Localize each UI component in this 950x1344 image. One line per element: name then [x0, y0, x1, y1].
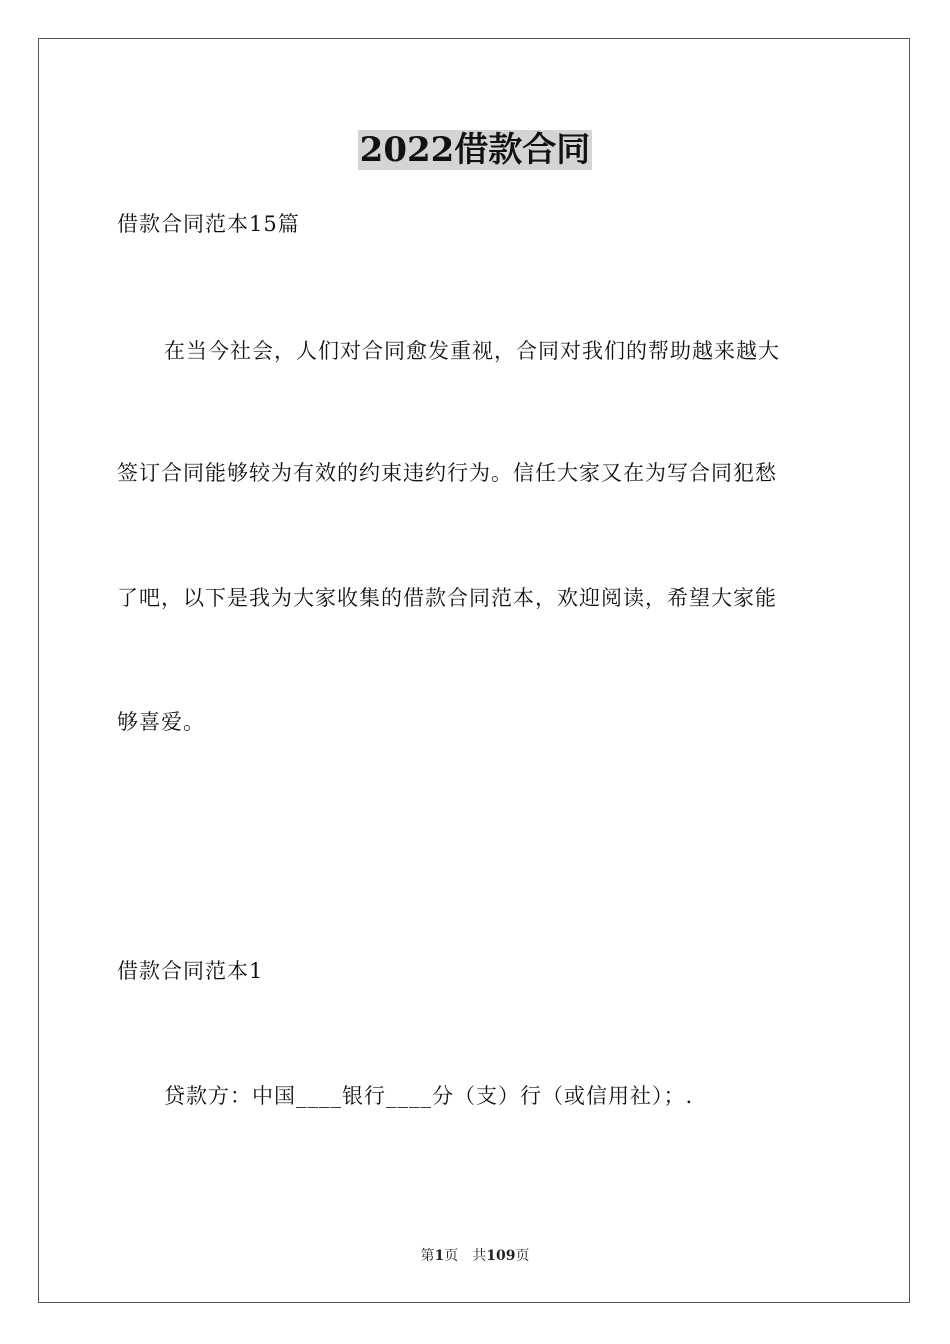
page-footer	[0, 1246, 950, 1266]
document-subtitle: 借款合同范本15篇	[117, 212, 300, 236]
footer-page-prefix: 第	[420, 1248, 435, 1264]
document-title-text: 2022借款合同	[359, 130, 591, 170]
section-heading: 借款合同范本1	[117, 959, 264, 983]
document-title	[0, 128, 950, 172]
intro-paragraph-line-3: 了吧，以下是我为大家收集的借款合同范本，欢迎阅读，希望大家能	[117, 586, 777, 610]
footer-total-suffix: 页	[515, 1248, 530, 1264]
intro-paragraph-line-4: 够喜爱。	[117, 710, 205, 734]
footer-total-prefix: 共	[472, 1248, 487, 1264]
intro-paragraph-line-1: 在当今社会，人们对合同愈发重视，合同对我们的帮助越来越大	[164, 339, 780, 363]
lender-line: 贷款方：中国____银行____分（支）行（或信用社）；.	[164, 1084, 694, 1108]
footer-total-pages: 109	[486, 1248, 516, 1264]
footer-page-suffix: 页	[444, 1248, 459, 1264]
footer-page-number: 1	[434, 1248, 445, 1264]
intro-paragraph-line-2: 签订合同能够较为有效的约束违约行为。信任大家又在为写合同犯愁	[117, 461, 777, 485]
